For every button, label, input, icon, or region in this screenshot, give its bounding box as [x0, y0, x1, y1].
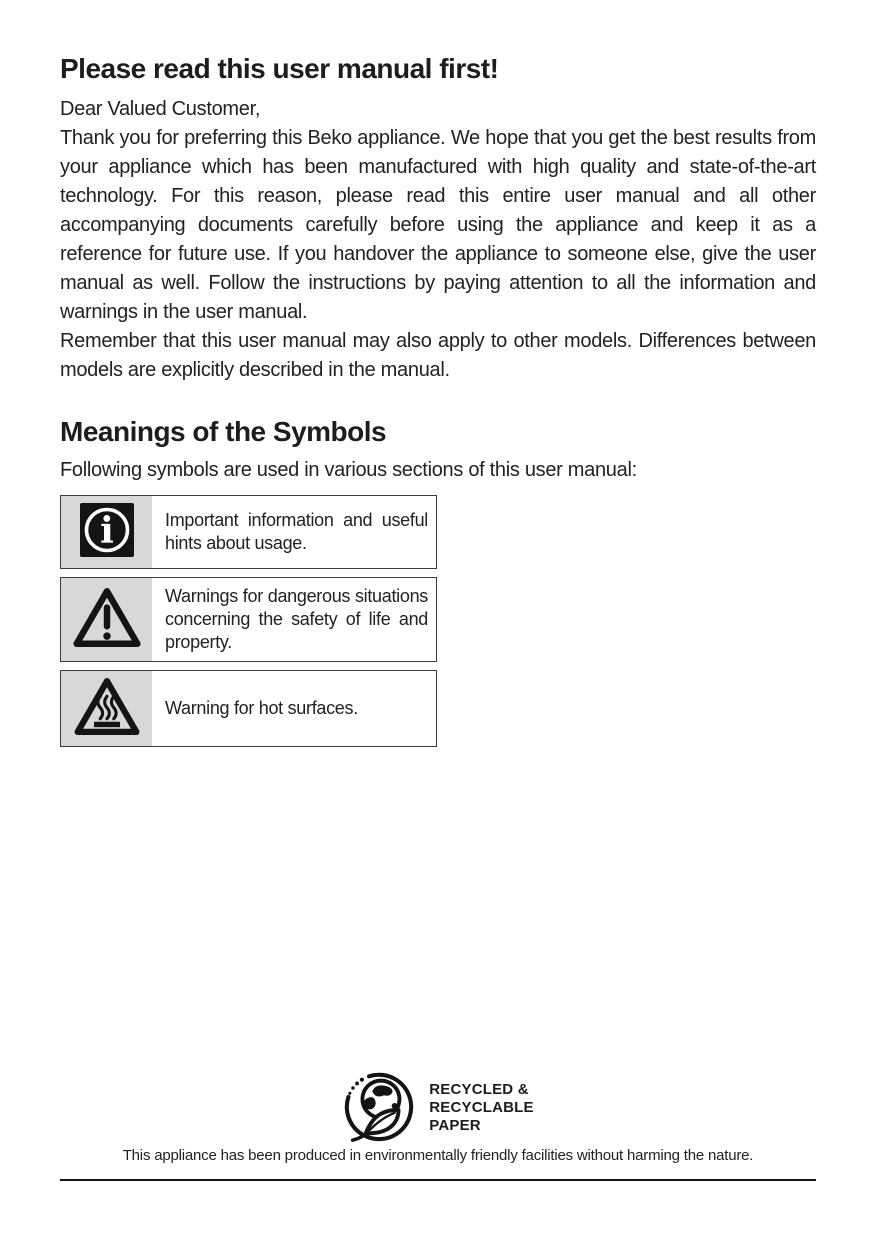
symbols-section	[60, 415, 816, 755]
recycled-paper-label-line: PAPER	[429, 1116, 481, 1134]
info-icon	[80, 503, 134, 562]
recycled-paper-badge	[0, 1066, 874, 1149]
symbol-row-info	[60, 495, 437, 569]
symbol-description	[152, 671, 436, 746]
warning-icon	[72, 586, 142, 654]
page-title: Please read this user manual first!	[60, 53, 499, 84]
intro-section	[60, 52, 816, 385]
svg-text:i: i	[99, 509, 114, 552]
symbol-description-text: Warning for hot surfaces.	[165, 698, 358, 718]
symbols-intro: Following symbols are used in various sections of this user manual:	[60, 459, 637, 481]
intro-paragraph: Thank you for preferring this Beko appliance. We hope that you get the best results from your appliance which has been manufactured with high quality and state-of-the-art technology. For this reason, please read this entire user manual and all other accompanying documents carefully before using the appliance and keep it as a reference for future use. If you handover the appliance to someone else, give the user manual as well. Follow the instructions by paying attention to all the information and warnings in the user manual.	[60, 127, 816, 323]
symbol-row-hot-surface	[60, 670, 437, 747]
greeting-line: Dear Valued Customer,	[60, 98, 261, 120]
recycled-paper-label	[429, 1081, 534, 1135]
environment-note: This appliance has been produced in environmentally friendly facilities without harming the nature.	[122, 1147, 754, 1164]
recycled-paper-globe-icon	[340, 1066, 418, 1149]
recycled-paper-label-line: RECYCLED &	[429, 1080, 529, 1098]
symbol-row-warning	[60, 577, 437, 662]
symbols-heading: Meanings of the Symbols	[60, 416, 387, 447]
symbol-description-text: Important information and useful hints about usage.	[165, 510, 428, 553]
symbol-cell	[61, 496, 152, 568]
symbol-cell	[61, 578, 152, 661]
models-note-paragraph: Remember that this user manual may also apply to other models. Differences between models are explicitly described in the manual.	[60, 330, 816, 381]
symbol-description	[152, 578, 436, 661]
symbol-description	[152, 496, 436, 568]
symbol-description-text: Warnings for dangerous situations concerning the safety of life and property.	[165, 586, 428, 652]
symbol-cell	[61, 671, 152, 746]
hot-surface-icon	[73, 676, 141, 742]
recycled-paper-label-line: RECYCLABLE	[429, 1098, 534, 1116]
bottom-divider	[60, 1179, 816, 1181]
